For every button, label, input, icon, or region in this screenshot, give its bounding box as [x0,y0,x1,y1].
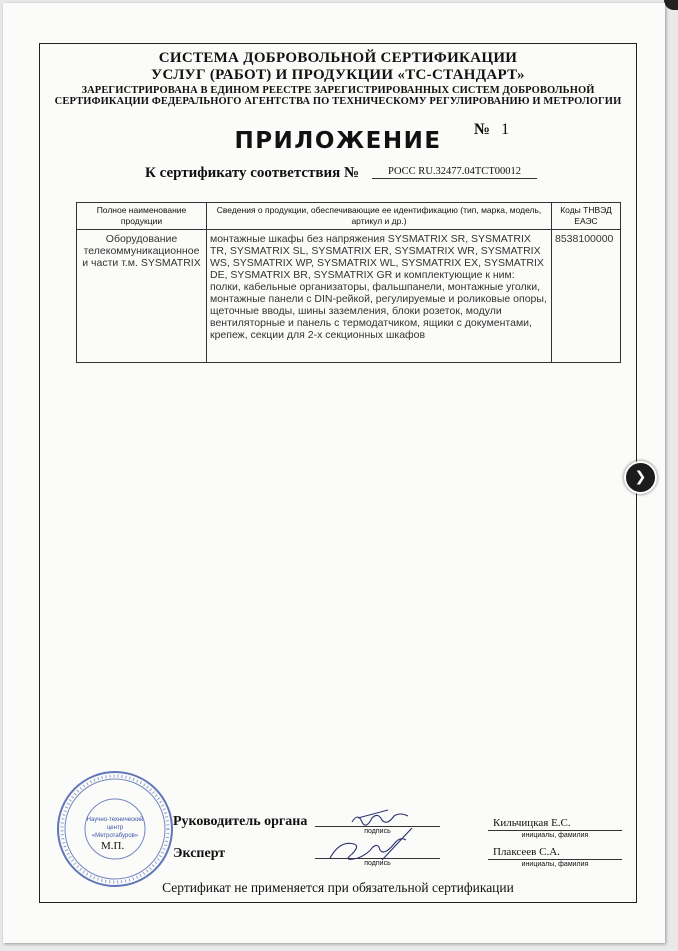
appendix-number [474,121,520,139]
head-name: Кильчицкая Е.С. [493,817,571,829]
expert-name-caption: инициалы, фамилия [521,861,589,868]
head-label: Руководитель органа [173,814,308,829]
tnved-code-cell: 8538100000 [552,230,621,363]
page-title: ПРИЛОЖЕНИЕ [234,128,442,154]
column-header: Сведения о продукции, обеспечивающие ее идентификацию (тип, марка, модель, артикул и др.) [207,203,552,230]
chevron-right-icon: ❯ [634,469,647,485]
product-name-cell: Оборудование телекоммуникационное и части т.м. SYSMATRIX [77,230,207,363]
number-value: 1 [501,121,510,138]
expert-name: Плаксеев С.А. [493,846,560,858]
table-row [77,230,621,363]
number-label: № [474,121,491,138]
header-line-2: УСЛУГ (РАБОТ) И ПРОДУКЦИИ «ТС-СТАНДАРТ» [151,67,525,83]
next-page-button[interactable] [624,461,657,494]
header-line-4: СЕРТИФИКАЦИИ ФЕДЕРАЛЬНОГО АГЕНТСТВА ПО ТЕХНИЧЕСКОМУ РЕГУЛИРОВАНИЮ И МЕТРОЛОГИИ [54,96,622,107]
products-table [76,202,621,363]
certificate-label: К сертификату соответствия № [145,165,360,181]
svg-text:Научно-технический: Научно-технический [86,817,144,823]
head-signature-caption: подпись [364,828,391,835]
svg-text:«Метротабуров»: «Метротабуров» [91,833,139,839]
expert-name-line [488,859,622,860]
table-header-row [77,203,621,230]
product-details-cell: монтажные шкафы без напряжения SYSMATRIX SR, SYSMATRIX TR, SYSMATRIX SL, SYSMATRIX ER, SYSMATRIX WR, SYSMATRIX WS, SYSMATRIX WP, SYSMATRIX WL, SYSMATRIX EX, SYSMATRIX DE, SYSMATRIX BR, SYSMATRIX GR и комплектующие к ним: полки, кабельные организаторы, фальшпанели, монтажные уголки, монтажные панели с DIN-рейкой, регулируемые и роликовые опоры, щеточные вводы, шины заземления, блоки розеток, модули вентиляторные и панель с термодатчиком, ящики с документами, крепеж, секции для 2-х секционных шкафов [207,230,552,363]
handwritten-signatures [312,802,442,872]
column-header: Коды ТНВЭД ЕАЭС [552,203,621,230]
viewer-corner [664,0,678,10]
footer-note: Сертификат не применяется при обязательной сертификации [162,880,514,895]
svg-text:М.П.: М.П. [101,840,125,852]
head-name-line [488,830,622,831]
expert-signature-caption: подпись [364,860,391,867]
expert-label: Эксперт [173,846,226,861]
header-line-3: ЗАРЕГИСТРИРОВАНА В ЕДИНОМ РЕЕСТРЕ ЗАРЕГИСТРИРОВАННЫХ СИСТЕМ ДОБРОВОЛЬНОЙ [81,85,595,96]
column-header: Полное наименование продукции [77,203,207,230]
svg-text:центр: центр [106,825,124,831]
head-name-caption: инициалы, фамилия [521,832,589,839]
organization-stamp [55,769,175,889]
certificate-page [3,3,665,943]
header-line-1: СИСТЕМА ДОБРОВОЛЬНОЙ СЕРТИФИКАЦИИ [158,50,518,66]
certificate-number: РОСС RU.32477.04ТСТ00012 [372,166,537,179]
